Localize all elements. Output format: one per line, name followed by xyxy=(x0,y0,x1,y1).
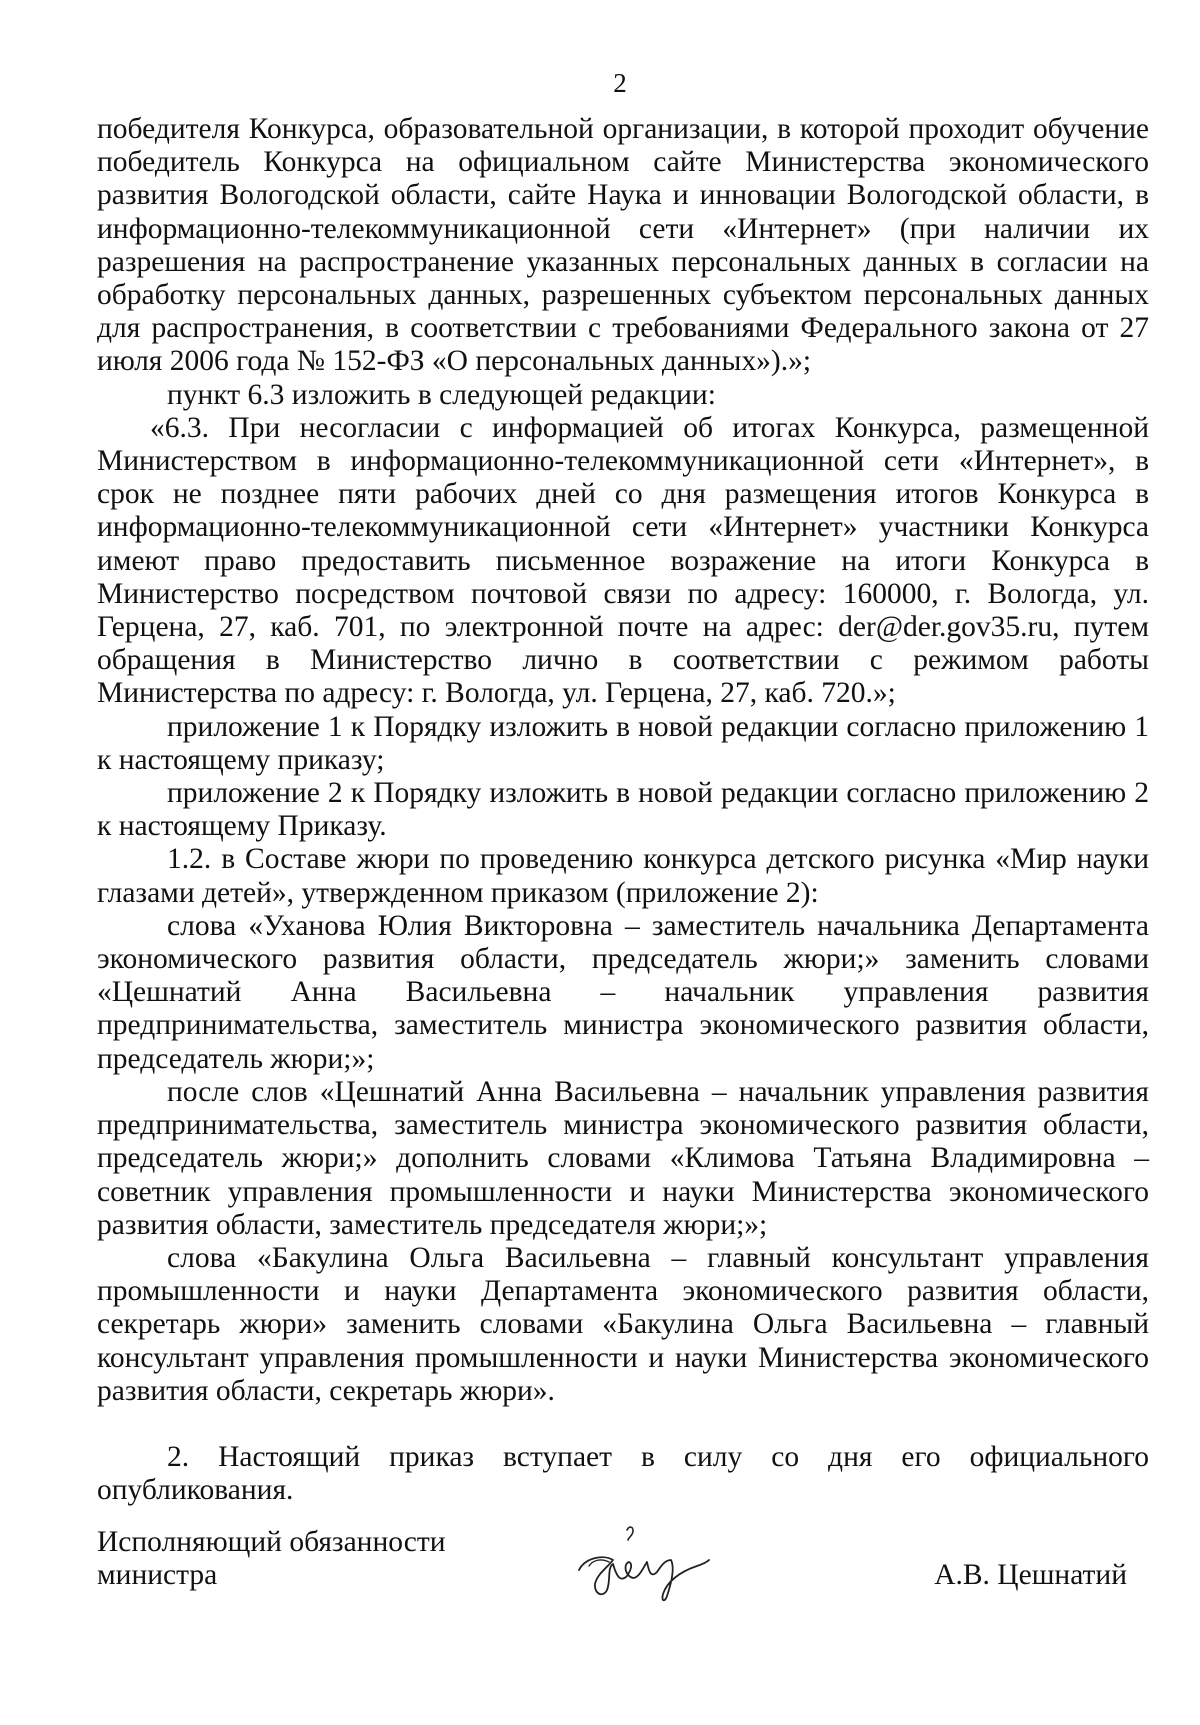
paragraph-winner-publication: победителя Конкурса, образовательной организации, в которой проходит обучение победитель Конкурса на официальном сайте Министерства экономического развития Вологодской области, сайте Наука и инновации Вологодской области, в информационно-телекоммуникационной сети «Интернет» (при наличии их разрешения на распространение указанных персональных данных в согласии на обработку персональных данных, разрешенных субъектом персональных данных для распространения, в соответствии с требованиями Федерального закона от 27 июля 2006 года № 152-ФЗ «О персональных данных»).»; xyxy=(97,113,1149,378)
signature-block xyxy=(97,1526,1149,1616)
paragraph-clause-6-3: «6.3. При несогласии с информацией об итогах Конкурса, размещенной Министерством в информационно-телекоммуникационной сети «Интернет», в срок не позднее пяти рабочих дней со дня размещения итогов Конкурса в информационно-телекоммуникационной сети «Интернет» участники Конкурса имеют право предоставить письменное возражение на итоги Конкурса в Министерство посредством почтовой связи по адресу: 160000, г. Вологда, ул. Герцена, 27, каб. 701, по электронной почте на адрес: der@der.gov35.ru, путем обращения в Министерство лично в соответствии с режимом работы Министерства по адресу: г. Вологда, ул. Герцена, 27, каб. 720.»; xyxy=(97,411,1149,710)
paragraph-entry-into-force: 2. Настоящий приказ вступает в силу со дня его официального опубликования. xyxy=(97,1440,1149,1507)
page-number: 2 xyxy=(613,68,627,98)
signer-name: А.В. Цешнатий xyxy=(934,1559,1127,1591)
paragraph-jury-deputy-addition: после слов «Цешнатий Анна Васильевна – начальник управления развития предпринимательства, заместитель министра экономического развития области, председатель жюри;» дополнить словами «Климова Татьяна Владимировна – советник управления промышленности и науки Министерства экономического развития области, заместитель председателя жюри;»; xyxy=(97,1075,1149,1241)
document-body xyxy=(97,113,1149,1507)
signer-title-line-2: министра xyxy=(97,1559,218,1592)
signer-title xyxy=(97,1526,446,1592)
paragraph-appendix-2: приложение 2 к Порядку изложить в новой редакции согласно приложению 2 к настоящему Приказу. xyxy=(97,777,1149,843)
paragraph-clause-6-3-intro: пункт 6.3 изложить в следующей редакции: xyxy=(167,378,716,411)
paragraph-jury-chair-replacement: слова «Уханова Юлия Викторовна – заместитель начальника Департамента экономического развития области, председатель жюри;» заменить словами «Цешнатий Анна Васильевна – начальник управления развития предпринимательства, заместитель министра экономического развития области, председатель жюри;»; xyxy=(97,909,1149,1075)
paragraph-jury-composition: 1.2. в Составе жюри по проведению конкурса детского рисунка «Мир науки глазами детей», утвержденном приказом (приложение 2): xyxy=(97,843,1149,909)
paragraph-appendix-1: приложение 1 к Порядку изложить в новой редакции согласно приложению 1 к настоящему приказу; xyxy=(97,710,1149,776)
signer-title-line-1: Исполняющий обязанности xyxy=(97,1526,446,1558)
paragraph-jury-secretary-replacement: слова «Бакулина Ольга Васильевна – главный консультант управления промышленности и науки Департамента экономического развития области, секретарь жюри» заменить словами «Бакулина Ольга Васильевна – главный консультант управления промышленности и науки Министерства экономического развития области, секретарь жюри». xyxy=(97,1241,1149,1407)
handwritten-signature xyxy=(567,1522,717,1607)
